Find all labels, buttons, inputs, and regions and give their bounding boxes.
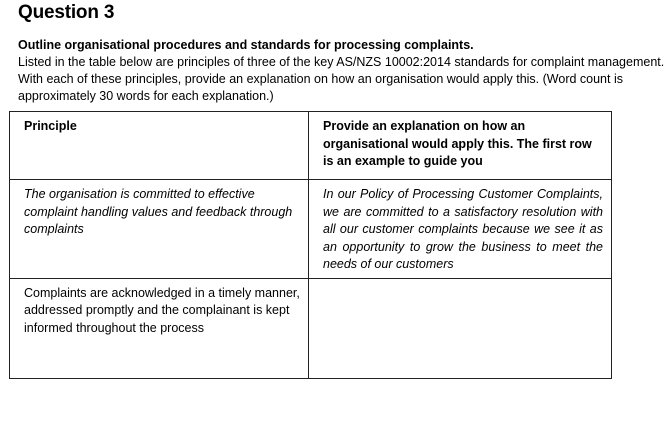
- table-row: [10, 278, 612, 378]
- explanation-header: Provide an explanation on how an organisational would apply this. The first row is an example to guide you: [309, 112, 612, 180]
- question-body: Listed in the table below are principles of three of the key AS/NZS 10002:2014 standards for complaint management. With each of these principles, provide an explanation on how an organisation would apply this. (Word count is approximately 30 words for each explanation.): [18, 55, 665, 103]
- principle-cell: Complaints are acknowledged in a timely manner, addressed promptly and the complainant is kept informed throughout the process: [10, 278, 309, 378]
- principles-table: [9, 111, 612, 379]
- explanation-cell: In our Policy of Processing Customer Complaints, we are committed to a satisfactory resolution with all our customer complaints because we see it as an opportunity to grow the business to meet the needs of our customers: [309, 180, 612, 279]
- document-page: [18, 0, 668, 105]
- question-instructions: [18, 37, 668, 105]
- principle-cell: The organisation is committed to effective complaint handling values and feedback through complaints: [10, 180, 309, 279]
- table-header-row: [10, 112, 612, 180]
- question-title: Question 3: [18, 2, 115, 23]
- question-heading: Outline organisational procedures and standards for processing complaints.: [18, 38, 474, 52]
- explanation-answer-cell[interactable]: [309, 278, 612, 378]
- principle-header: Principle: [10, 112, 309, 180]
- table-row: [10, 180, 612, 279]
